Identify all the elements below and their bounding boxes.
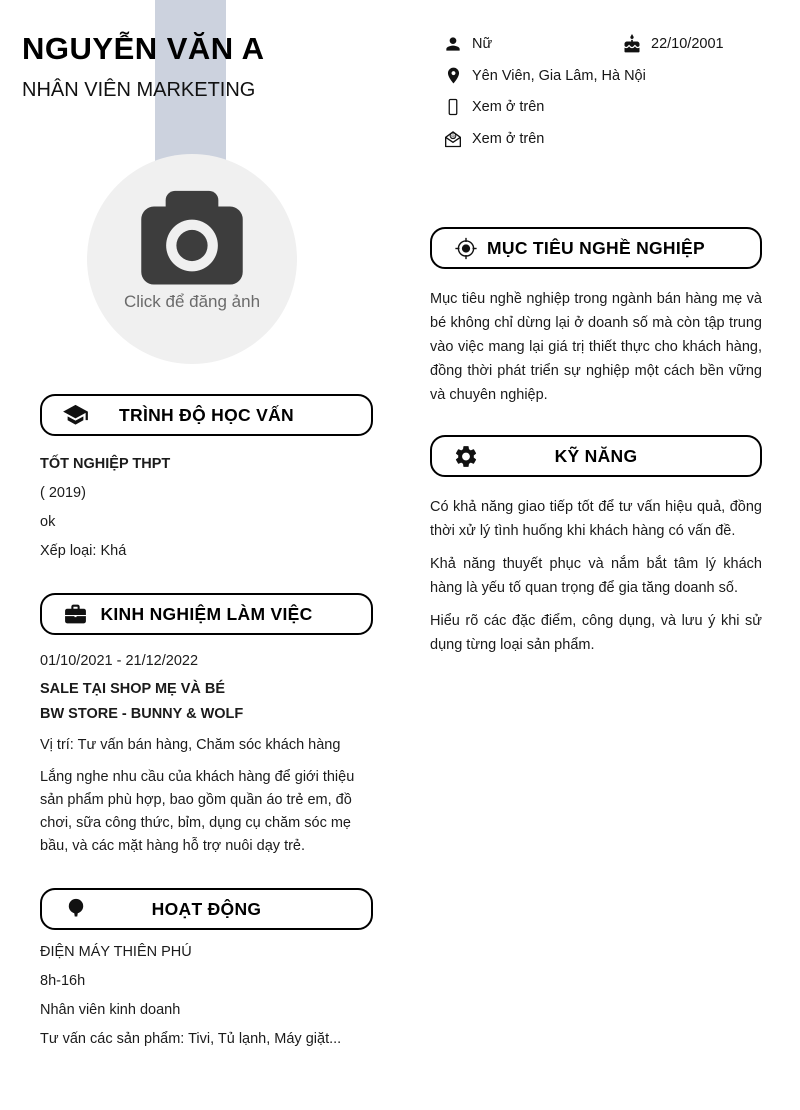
address-item (443, 66, 646, 86)
email-item (443, 129, 544, 149)
info-row-gender-birthday (443, 28, 788, 60)
contact-info (443, 28, 788, 155)
skill-item: Hiểu rõ các đặc điểm, công dụng, và lưu ý khi sử dụng từng loại sản phẩm. (430, 613, 762, 653)
phone-icon (443, 97, 463, 117)
info-row-phone (443, 91, 788, 123)
activity-description: Tư vấn các sản phẩm: Tivi, Tủ lạnh, Máy giặt... (40, 1031, 342, 1047)
section-title-education: TRÌNH ĐỘ HỌC VẤN (119, 404, 294, 425)
experience-company-line2: BW STORE - BUNNY & WOLF (40, 706, 244, 722)
section-title-activity: HOẠT ĐỘNG (151, 898, 262, 919)
activity-role: Nhân viên kinh doanh (40, 1002, 181, 1018)
objective-text: Mục tiêu nghề nghiệp trong ngành bán hàng mẹ và bé không chỉ dừng lại ở doanh số mà còn tập trung vào việc mang lại giá trị thiết thực cho khách hàng, đồng thời phát triển sự nghiệp một cách bền vững và chuyên nghiệp. (430, 291, 762, 403)
gender-item (443, 34, 492, 54)
gender-value: Nữ (472, 35, 493, 52)
experience-company-line1: SALE TẠI SHOP MẸ VÀ BÉ (40, 681, 226, 697)
email-value: Xem ở trên (472, 130, 545, 147)
activity-time: 8h-16h (40, 973, 86, 989)
phone-value: Xem ở trên (472, 99, 545, 116)
section-title-experience: KINH NGHIỆM LÀM VIỆC (100, 603, 313, 624)
education-note: ok (40, 514, 56, 530)
email-icon (443, 129, 463, 149)
cake-icon (622, 34, 642, 54)
briefcase-icon (62, 601, 89, 628)
activity-organization: ĐIỆN MÁY THIÊN PHÚ (40, 944, 192, 960)
education-grade: Xếp loại: Khá (40, 543, 127, 559)
candidate-name: NGUYỄN VĂN A (22, 31, 265, 66)
target-icon (452, 235, 479, 262)
photo-upload-label: Click để đăng ảnh (123, 292, 261, 311)
info-row-email (443, 123, 788, 155)
skill-item: Có khả năng giao tiếp tốt để tư vấn hiệu quả, đồng thời xử lý tình huống khi khách hàng có vấn đề. (430, 499, 762, 539)
birthday-value: 22/10/2001 (651, 35, 724, 52)
section-title-objective: MỤC TIÊU NGHỀ NGHIỆP (487, 237, 705, 258)
birthday-item (622, 28, 724, 60)
job-title: NHÂN VIÊN MARKETING (22, 79, 256, 101)
section-header-activity (40, 888, 373, 930)
experience-period: 01/10/2021 - 21/12/2022 (40, 653, 199, 669)
person-icon (443, 34, 463, 54)
education-year: ( 2019) (40, 485, 86, 501)
section-header-education (40, 394, 373, 436)
address-value: Yên Viên, Gia Lâm, Hà Nội (472, 67, 646, 84)
phone-item (443, 97, 544, 117)
location-pin-icon (443, 66, 463, 86)
info-row-address (443, 60, 788, 92)
section-title-skills: KỸ NĂNG (554, 445, 638, 466)
section-header-objective (430, 227, 762, 269)
camera-icon (133, 186, 251, 286)
section-header-skills (430, 435, 762, 477)
skill-item: Khả năng thuyết phục và nắm bắt tâm lý khách hàng là yếu tố quan trọng để gia tăng doanh số. (430, 556, 762, 596)
svg-text:@: @ (450, 134, 456, 140)
photo-upload[interactable] (87, 154, 297, 364)
education-degree: TỐT NGHIỆP THPT (40, 456, 171, 472)
section-header-experience (40, 593, 373, 635)
skills-list (430, 495, 762, 666)
gear-icon (452, 443, 479, 470)
lightbulb-icon (62, 896, 89, 923)
graduation-cap-icon (62, 402, 89, 429)
experience-description: Lắng nghe nhu cầu của khách hàng để giới thiệu sản phẩm phù hợp, bao gồm quần áo trẻ em, đồ chơi, sữa công thức, bỉm, dụng cụ chăm sóc mẹ bầu, và các mặt hàng hỗ trợ nuôi dạy trẻ. (40, 769, 355, 854)
experience-position: Vị trí: Tư vấn bán hàng, Chăm sóc khách hàng (40, 737, 341, 753)
